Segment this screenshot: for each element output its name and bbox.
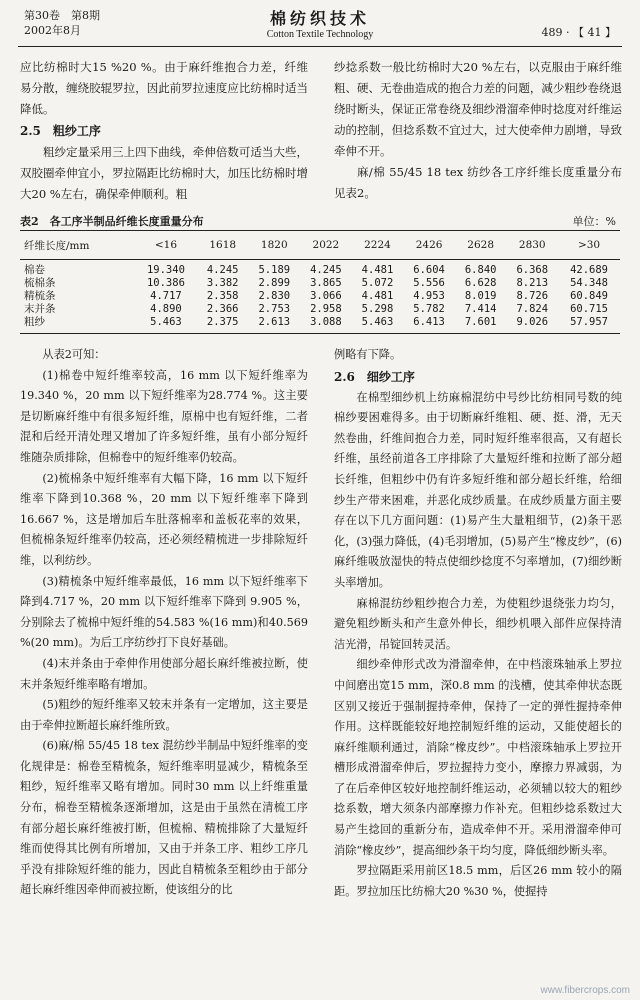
- table-cell: 4.245: [206, 264, 239, 276]
- table-cell: 梳棉条: [24, 277, 56, 289]
- table-cell: 棉卷: [24, 264, 45, 276]
- left-column-top: [20, 57, 308, 205]
- column-header: 1618: [197, 231, 249, 260]
- table-cell: 10.386: [146, 277, 185, 289]
- column-header: <16: [135, 231, 197, 260]
- table-cell: 5.189: [258, 264, 291, 276]
- table-cell: 2.753: [258, 303, 291, 315]
- table-cell: 7.414: [464, 303, 497, 315]
- paragraph: 罗拉隔距采用前区18.5 mm，后区26 mm 较小的隔距。罗拉加压比纺棉大20 %30 %，使握持: [334, 864, 622, 898]
- table-cell: 2.958: [310, 303, 342, 315]
- table-cell: 4.481: [361, 264, 394, 276]
- table-caption: 表2 各工序半制品纤维长度重量分布: [20, 215, 204, 228]
- table-cell: 60.849: [570, 290, 608, 302]
- table-cell: 2.613: [249, 316, 301, 334]
- paragraph: 麻棉混纺纱粗纱抱合力差，为使粗纱退绕张力均匀，避免粗纱断头和产生意外伸长，细纱机喂入部件应保持清洁光滑，吊锭回转灵活。: [334, 596, 622, 651]
- table-cell: 6.413: [403, 316, 455, 334]
- paragraph: 例略有下降。: [334, 348, 402, 361]
- table-cell: 2.830: [258, 290, 291, 302]
- table-cell: 42.689: [570, 264, 608, 276]
- table-cell: 5.782: [413, 303, 445, 315]
- table-caption-row: [20, 213, 620, 230]
- table-cell: 3.382: [206, 277, 239, 289]
- table-cell: 8.213: [516, 277, 549, 289]
- table-cell: 6.368: [516, 264, 549, 276]
- table-cell: 2.366: [206, 303, 239, 315]
- table-cell: 54.348: [570, 277, 608, 289]
- table-cell: 2.375: [197, 316, 249, 334]
- table-cell: 4.481: [361, 290, 394, 302]
- table-cell: 3.865: [310, 277, 342, 289]
- journal-name: [18, 6, 622, 40]
- journal-title-cn: 棉纺织技术: [269, 9, 370, 28]
- column-header: 纤维长度/mm: [20, 231, 135, 260]
- paragraph: 应比纺棉时大15 %20 %。由于麻纤维抱合力差，纤维易分散，缠绕胶辊罗拉，因此前罗拉速度应比纺棉时适当降低。: [20, 60, 308, 116]
- column-header: 1820: [249, 231, 301, 260]
- column-header: 2628: [455, 231, 507, 260]
- table-cell: 2.899: [258, 277, 291, 289]
- paragraph: (5)粗纱的短纤维率又较末并条有一定增加，这主要是由于牵伸拉断超长麻纤维所致。: [20, 698, 308, 732]
- column-header: 2426: [403, 231, 455, 260]
- column-header: 2224: [352, 231, 404, 260]
- paragraph: 粗纱定量采用三上四下曲线，牵伸倍数可适当大些，双胶圈牵伸宜小，罗拉隔距比纺棉时大，加压比纺棉时增大20 %左右，确保牵伸顺利。粗: [20, 145, 308, 201]
- table-cell: 4.953: [413, 290, 445, 302]
- table-cell: 57.957: [558, 316, 620, 334]
- table-cell: 粗纱: [20, 316, 135, 334]
- journal-title-en: Cotton Textile Technology: [266, 29, 374, 40]
- issue-date: 2002年8月: [24, 24, 81, 37]
- table-cell: 60.715: [570, 303, 608, 315]
- table-cell: 4.245: [310, 264, 342, 276]
- table-header-row: [20, 231, 620, 260]
- paragraph: (4)末并条由于牵伸作用使部分超长麻纤维被拉断，使末并条短纤维率略有增加。: [20, 656, 308, 691]
- table-cell: 7.601: [455, 316, 507, 334]
- table-row: [20, 277, 620, 290]
- fiber-length-table: [20, 230, 620, 334]
- right-column-top: [334, 57, 622, 204]
- paragraph: 纱捻系数一般比纺棉时大20 %左右，以克服由于麻纤维粗、硬、无卷曲造成的抱合力差的问题，减少粗纱卷绕退绕时断头，保证正常卷绕及细纱滑溜牵伸时捻度对纤维运动的控制，但捻系数不宜过大，过大使牵伸力剧增，导致牵伸不开。: [334, 60, 622, 158]
- column-header: 2022: [300, 231, 352, 260]
- paragraph: 从表2可知：: [42, 348, 106, 361]
- table-cell: 末并条: [24, 303, 56, 315]
- table-cell: 3.088: [300, 316, 352, 334]
- paragraph: 麻/棉 55/45 18 tex 纺纱各工序纤维长度重量分布见表2。: [334, 165, 622, 200]
- table-cell: 8.726: [516, 290, 549, 302]
- paragraph: 细纱牵伸形式改为滑溜牵伸，在中档滚珠轴承上罗拉中间磨出宽15 mm，深0.8 mm 的浅槽，使其牵伸状态既区别又接近于强制握持牵伸，保持了一定的弹性握持牵伸作用。这样既能较好地控制短纤维的运动，又能使超长的麻纤维顺利通过，消除“橡皮纱”。中档滚珠轴承上罗拉开槽形成滑溜牵伸后，罗拉握持力变小，摩擦力界减弱，为了在后牵伸区较好地控制纤维运动，必须辅以较大的粗纱捻系数，增大须条内部摩擦力作补充。但粗纱捻系数过大易产生捻回的重新分布，造成牵伸不开。采用滑溜牵伸可消除“橡皮纱”，提高细纱条干均匀度，降低细纱断头率。: [334, 658, 622, 857]
- table-cell: 6.840: [464, 264, 497, 276]
- table-cell: 2.358: [206, 290, 239, 302]
- section-heading-2-6: 2.6 细纱工序: [334, 369, 415, 384]
- table-cell: 3.066: [310, 290, 342, 302]
- paragraph: (3)精梳条中短纤维率最低，16 mm 以下短纤维率下降到4.717 %，20 mm 以下短纤维率下降到 9.905 %，分别除去了梳棉中短纤维的54.583 %(16 mm)和40.569 %(20 mm)。为后工序纺纱打下良好基础。: [20, 574, 308, 650]
- right-column-bottom: [334, 345, 622, 902]
- table-2: [20, 213, 620, 334]
- paragraph: (2)梳棉条中短纤维率有大幅下降，16 mm 以下短纤维率下降到10.368 %，20 mm 以下短纤维率下降到16.667 %，这是增加后车肚落棉率和盖板花率的效果，但梳棉条短纤维率仍较高，还必须经精梳进一步排除短纤维，以利纺纱。: [20, 471, 308, 567]
- paragraph: (1)棉卷中短纤维率较高，16 mm 以下短纤维率为 19.340 %，20 mm 以下短纤维率为28.774 %。这主要是切断麻纤维中有很多短纤维，原棉中也有短纤维，二者混和后经开清处理又增加了许多短纤维，虽有小部分短纤维随杂质排除，但棉卷中的短纤维率仍较高。: [20, 368, 308, 464]
- table-cell: 5.298: [361, 303, 394, 315]
- table-row: [20, 303, 620, 316]
- table-cell: 4.717: [150, 290, 182, 302]
- table-cell: 19.340: [146, 264, 185, 276]
- column-header: 2830: [506, 231, 558, 260]
- table-row: [20, 316, 620, 334]
- section-heading-2-5: 2.5 粗纱工序: [20, 124, 101, 138]
- paragraph: (6)麻/棉 55/45 18 tex 混纺纱半制品中短纤维率的变化规律是：棉卷至精梳条，短纤维率明显减少，精梳条至粗纱，短纤维率又略有增加。同时30 mm 以上纤维重量分布，棉卷至精梳条逐渐增加，这是由于虽然在清梳工序有部分超长麻纤维被打断，但梳棉、精梳排除了大量短纤维而使得其比例有所增加，又由于并条工序、粗纱工序几乎没有排除短纤维的能力，因此自精梳条至粗纱由于部分超长麻纤维因牵伸而被拉断，使该组分的比: [20, 739, 308, 897]
- column-header: >30: [558, 231, 620, 260]
- watermark-url: www.fibercrops.com: [540, 985, 630, 996]
- table-cell: 5.072: [361, 277, 394, 289]
- table-cell: 5.463: [352, 316, 404, 334]
- table-cell: 精梳条: [24, 290, 56, 302]
- table-cell: 9.026: [506, 316, 558, 334]
- page-number: 489 · 【 41 】: [541, 26, 616, 39]
- paragraph: 在棉型细纱机上纺麻棉混纺中号纱比纺相同号数的纯棉纱要困难得多。由于切断麻纤维粗、硬、挺、滑，无天然卷曲，纤维间抱合力差，同时短纤维率很高，又有超长纤维，虽经前道各工序排除了大量短纤维和拉断了部分超长纤维，但粗纱中仍有许多短纤维和部分超长纤维，给细纱生产带来困难，并恶化成纱质量。在成纱质量方面主要存在以下几方面问题：(1)易产生大量粗细节，(2)条干恶化，(3)强力降低，(4)毛羽增加，(5)易产生“橡皮纱”，(6)麻纤维吸放湿快的特点使细纱捻度不匀率增加，(7)细纱断头率增加。: [334, 390, 622, 589]
- table-row: [20, 260, 620, 278]
- table-unit: 单位：%: [572, 215, 616, 228]
- table-cell: 5.556: [413, 277, 445, 289]
- table-cell: 7.824: [516, 303, 549, 315]
- table-cell: 6.604: [413, 264, 445, 276]
- table-cell: 4.890: [150, 303, 182, 315]
- table-row: [20, 290, 620, 303]
- table-cell: 5.463: [135, 316, 197, 334]
- volume-issue: 第30卷 第8期: [24, 9, 100, 22]
- table-cell: 6.628: [464, 277, 497, 289]
- table-cell: 8.019: [464, 290, 497, 302]
- page-header: [18, 6, 622, 47]
- left-column-bottom: [20, 345, 308, 901]
